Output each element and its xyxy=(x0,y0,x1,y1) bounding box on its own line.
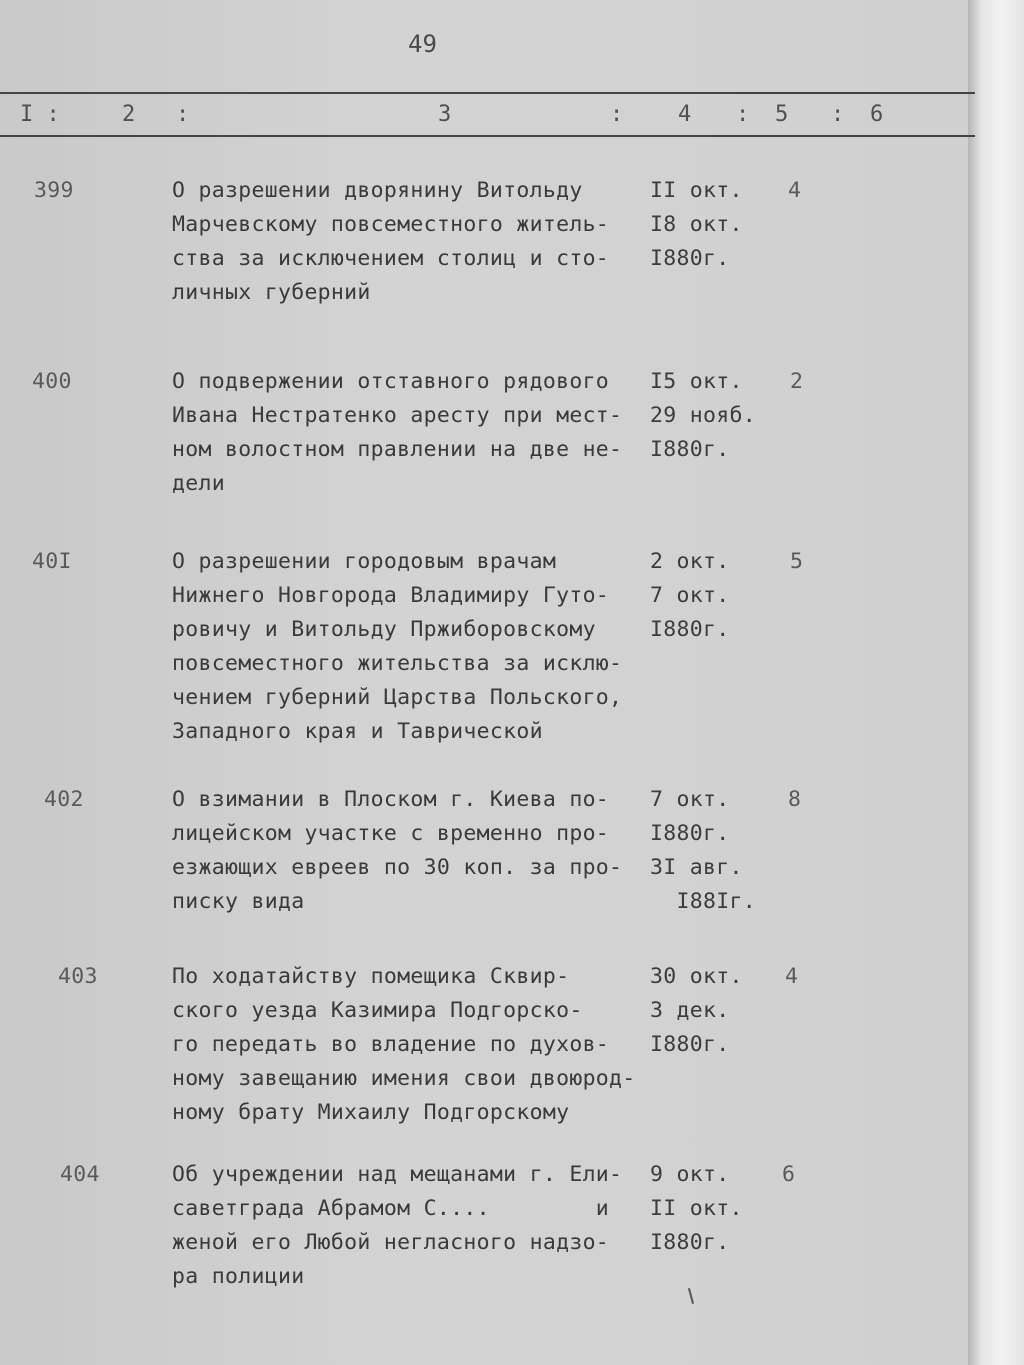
entry-dates: 9 окт. II окт. I880г. xyxy=(650,1162,743,1255)
header-col5: 5 xyxy=(775,102,789,127)
entry-number: 404 xyxy=(60,1162,100,1187)
entry-number: 403 xyxy=(58,964,98,989)
entry-count: 4 xyxy=(785,964,799,989)
entry-dates: II окт. I8 окт. I880г. xyxy=(650,178,743,271)
entry-description: О подвержении отставного рядового Ивана Нестратенко аресту при мест- ном волостном правлении на две не- дели xyxy=(172,369,623,496)
entry-count: 2 xyxy=(790,369,804,394)
entry-dates: 30 окт. 3 дек. I880г. xyxy=(650,964,743,1057)
entry-description: О разрешении городовым врачам Нижнего Новгорода Владимиру Гуто- ровичу и Витольду Пржиборовскому повсеместного жительства за исклю- чением губерний Царства Польского, Западного края и Таврической xyxy=(172,549,623,744)
entry-dates: I5 окт. 29 нояб. I880г. xyxy=(650,369,756,462)
entry-number: 400 xyxy=(32,369,72,394)
entry-description: Об учреждении над мещанами г. Ели- саветграда Абрамом С.... и женой его Любой негласного надзо- ра полиции xyxy=(172,1162,623,1289)
entry-count: 8 xyxy=(788,787,802,812)
entry-dates: 2 окт. 7 окт. I880г. xyxy=(650,549,730,642)
entry-count: 5 xyxy=(790,549,804,574)
entry-description: О разрешении дворянину Витольду Марчевскому повсеместного житель- ства за исключением столиц и сто- личных губерний xyxy=(172,178,610,305)
page-number: 49 xyxy=(408,30,437,58)
entry-number: 399 xyxy=(34,178,74,203)
entry-description: О взимании в Плоском г. Киева по- лицейском участке с временно про- езжающих евреев по 30 коп. за про- писку вида xyxy=(172,787,623,914)
header-col2: 2 xyxy=(122,102,136,127)
header-col1: I : xyxy=(20,102,60,127)
header-col6: 6 xyxy=(870,102,884,127)
entry-count: 4 xyxy=(788,178,802,203)
entry-count: 6 xyxy=(782,1162,796,1187)
header-sep4: : xyxy=(736,102,750,127)
header-sep2: : xyxy=(176,102,190,127)
entry-number: 40I xyxy=(32,549,72,574)
entry-dates: 7 окт. I880г. 3I авг. I88Iг. xyxy=(650,787,756,914)
header-sep5: : xyxy=(831,102,845,127)
entry-description: По ходатайству помещика Сквир- ского уезда Казимира Подгорско- го передать во владение по духов- ному завещанию имения свои двоюрод- ному брату Михаилу Подгорскому xyxy=(172,964,636,1125)
header-top-rule xyxy=(0,92,975,94)
entry-number: 402 xyxy=(44,787,84,812)
header-bottom-rule xyxy=(0,135,975,137)
header-col4: 4 xyxy=(678,102,692,127)
page-edge xyxy=(968,0,1024,1365)
header-col3: 3 xyxy=(438,102,452,127)
header-sep3: : xyxy=(610,102,624,127)
